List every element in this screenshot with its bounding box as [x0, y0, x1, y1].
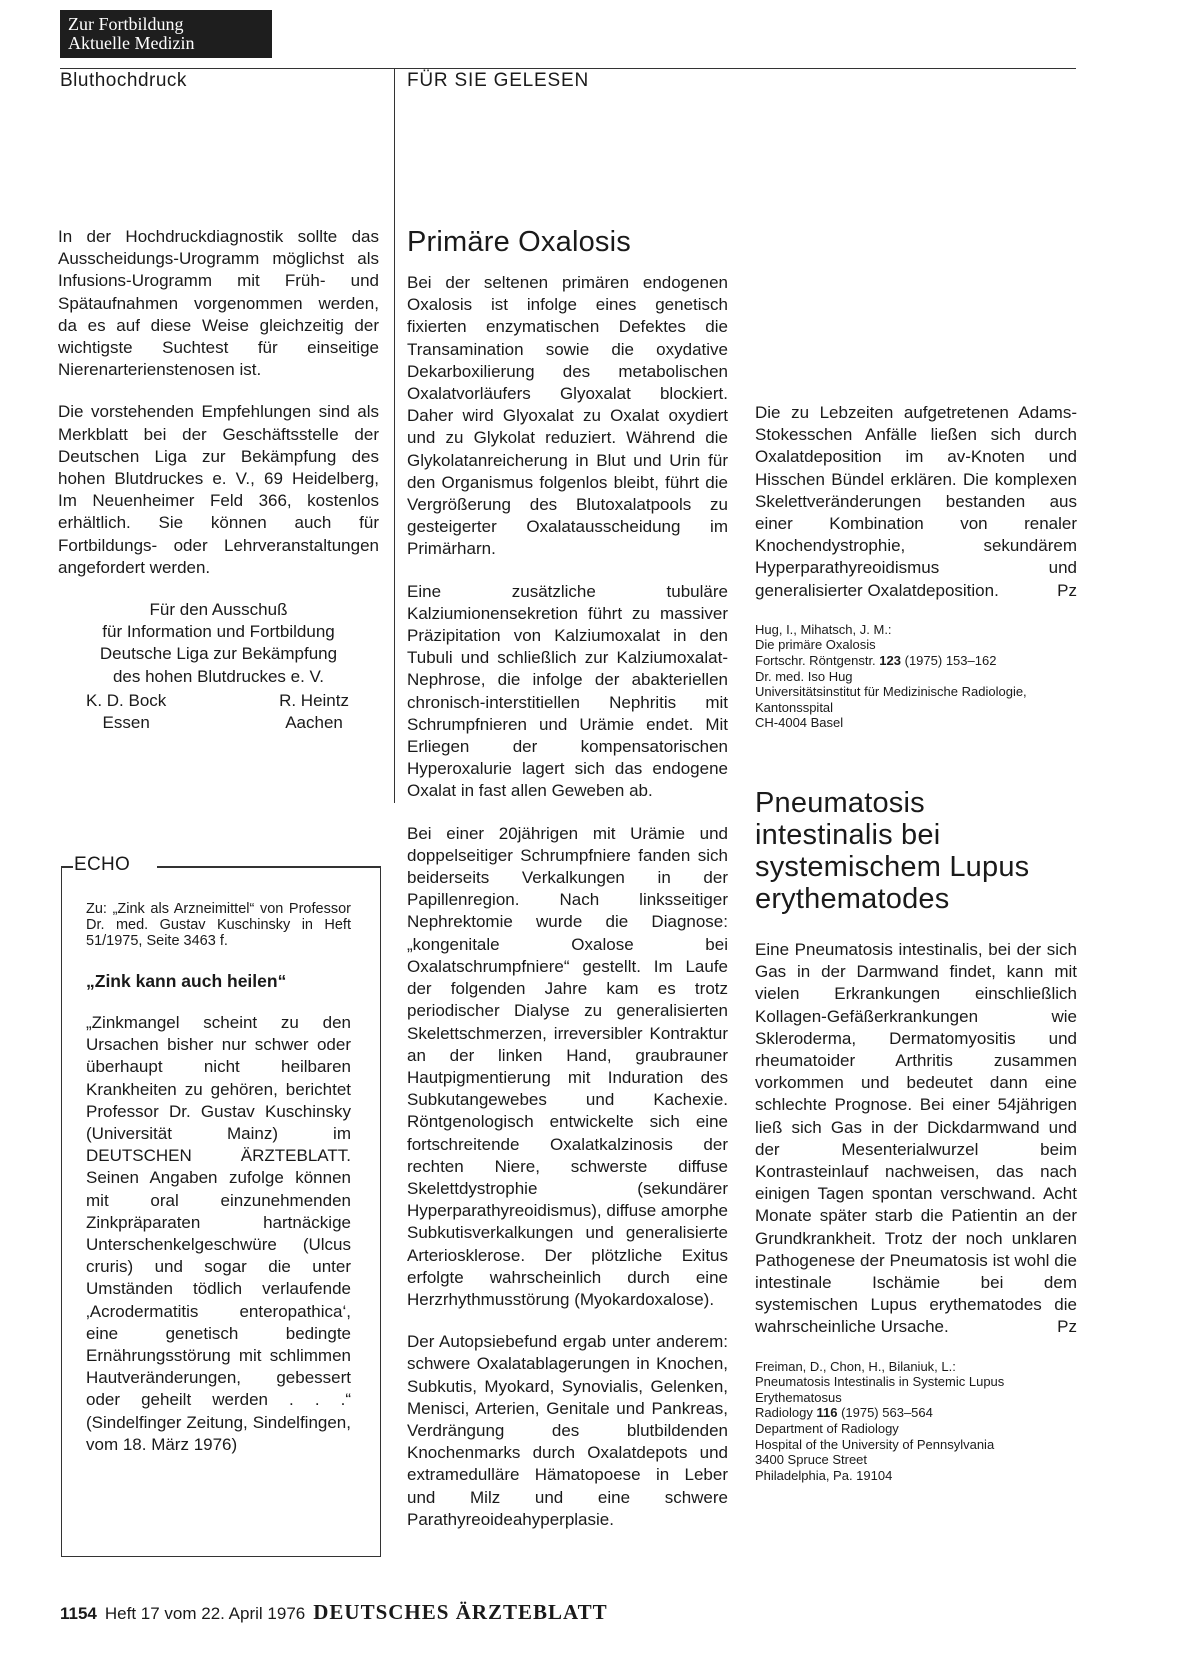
- reference-street: 3400 Spruce Street: [755, 1452, 868, 1468]
- reference-title: Die primäre Oxalosis: [755, 637, 876, 653]
- issue-info: Heft 17 vom 22. April 1976: [104, 1604, 306, 1623]
- committee-line-3: Deutsche Liga zur Bekämpfung: [99, 644, 338, 664]
- reference-contact: Dr. med. Iso Hug: [755, 668, 853, 684]
- section-label-right: FÜR SIE GELESEN: [407, 70, 589, 91]
- pneumatosis-paragraph-1: [755, 939, 1077, 1339]
- echo-box-top-border: [61, 866, 73, 868]
- article-title-oxalosis: Primäre Oxalosis: [407, 226, 631, 258]
- hypertension-paragraph-1: In der Hochdruckdiagnostik sollte das Ausscheidungs-Urogramm möglichst als Infusions-Urogramm mit Früh- und Spätaufnahmen vorgenommen werden, da es auf diese Weise gleichzeitig der wichtigste Suchtest für einseitige Nierenarterienstenosen ist.: [58, 227, 379, 380]
- signature-city: Essen: [102, 713, 150, 733]
- author-initials: Pz: [1057, 1317, 1077, 1337]
- oxalosis-paragraph-3: Bei einer 20jährigen mit Urämie und doppelseitiger Schrumpfniere fanden sich beiderseits Verkalkungen in der Papillenregion. Nach linksseitiger Nephrektomie wurde die Diagnose: „kongenitale Oxalose bei Oxalatschrumpfniere“ gestellt. Im Laufe der folgenden Jahre kam es trotz periodischer Dialyse zu generalisierten Skelettschmerzen, irreversibler Kontraktur an der linken Hand, graubrauner Hautpigmentierung mit Induration des Subkutangewebes und Kachexie. Röntgenologisch entwickelte sich eine fortschreitende Oxalatkalzinosis der rechten Niere, schwerste diffuse Skelettdystrophie (sekundärer Hyperparathyreoidismus), diffuse amorphe Subkutisverkalkungen und generalisierte Arteriosklerose. Der plötzliche Exitus erfolgte wahrscheinlich durch eine Herzrhythmusstörung (Myokardoxalose).: [407, 823, 728, 1309]
- section-banner: [60, 10, 272, 58]
- page-footer: [60, 1600, 608, 1625]
- committee-line-4: des hohen Blutdruckes e. V.: [112, 666, 325, 686]
- signature-heintz: [279, 690, 349, 734]
- reference-title: Pneumatosis Intestinalis in Systemic Lupus Erythematosus: [755, 1374, 1005, 1405]
- banner-line-2: Aktuelle Medizin: [68, 33, 195, 53]
- reference-authors: Hug, I., Mihatsch, J. M.:: [755, 621, 892, 637]
- pneumatosis-reference: [755, 1359, 1077, 1484]
- committee-line-2: für Information und Fortbildung: [102, 622, 335, 642]
- reference-city: CH-4004 Basel: [755, 715, 844, 731]
- echo-box-top-border: [157, 866, 381, 868]
- signature-bock: [86, 690, 166, 734]
- echo-headline: „Zink kann auch heilen“: [86, 971, 287, 991]
- reference-institution: Universitätsinstitut für Medizinische Radiologie, Kantonsspital: [755, 684, 1027, 715]
- oxalosis-paragraph-2: Eine zusätzliche tubuläre Kalziumionensekretion führt zu massiver Präzipitation von Kalziumoxalat in den Tubuli und schließlich zur Kalziumoxalat-Nephrose, die infolge der abakteriellen chronisch-interstitiellen Nephritis mit Schrumpfnieren und Urämie endet. Mit Erliegen der kompensatorischen Hyperoxalurie lagert sich das endogene Oxalat in fast allen Geweben ab.: [407, 581, 728, 801]
- reference-department: Department of Radiology: [755, 1421, 899, 1437]
- signature-city: Aachen: [285, 713, 343, 733]
- signature-name: R. Heintz: [279, 690, 349, 710]
- oxalosis-reference: [755, 622, 1077, 731]
- right-column: [755, 226, 1077, 1483]
- signatures: [58, 690, 379, 734]
- oxalosis-paragraph-5: [755, 402, 1077, 602]
- page-number: 1154: [60, 1604, 97, 1623]
- hypertension-paragraph-2: Die vorstehenden Empfehlungen sind als Merkblatt bei der Geschäftsstelle der Deutschen Liga zur Bekämpfung des hohen Blutdruckes e. V., 69 Heidelberg, Im Neuenheimer Feld 366, kostenlos erhältlich. Sie können auch für Fortbildungs- oder Lehrveranstaltungen angefordert werden.: [58, 402, 379, 577]
- paragraph-text: Eine Pneumatosis intestinalis, bei der sich Gas in der Darmwand findet, kann mit vielen Erkrankungen einschließlich Kollagen-Gefäßerkrankungen wie Skleroderma, Dermatomyositis und rheumatoider Arthritis zusammen vorkommen und bedeutet dann eine schlechte Prognose. Bei einer 54jährigen ließ sich Gas in der Dickdarmwand und der Mesenterialwurzel beim Kontrasteinlauf nachweisen, das nach einigen Tagen spontan verschwand. Acht Monate später starb die Patientin an der Grundkrankheit. Trotz der noch unklaren Pathogenese der Pneumatosis ist wohl die intestinale Ischämie bei dem systemischen Lupus erythematodes die wahrscheinliche Ursache.: [755, 939, 1077, 1337]
- oxalosis-paragraph-1: Bei der seltenen primären endogenen Oxalosis ist infolge eines genetisch fixierten enzymatischen Defektes die Transamination sowie die oxydative Dekarboxilierung des metabolischen Oxalatvorläufers Glyoxalat blockiert. Daher wird Glyoxalat zu Oxalat oxydiert und zu Glykolat reduziert. Während die Glykolatanreicherung in Blut und Urin für den Organismus folgenlos bleibt, führt die Vergrößerung des Blutoxalatpools zu gesteigerter Oxalatausscheidung im Primärharn.: [407, 273, 728, 559]
- paragraph-text: Die zu Lebzeiten aufgetretenen Adams-Stokesschen Anfälle ließen sich durch Oxalatdeposition im av-Knoten und Hisschen Bündel erklären. Die komplexen Skelettveränderungen bestanden aus einer Kombination von renaler Knochendystrophie, sekundärem Hyperparathyreoidismus und generalisierter Oxalatdeposition.: [755, 403, 1077, 600]
- middle-column: [407, 226, 728, 1531]
- article-title-pneumatosis: Pneumatosis intestinalis bei systemischem Lupus erythematodes: [755, 786, 1030, 915]
- echo-content: [86, 901, 351, 1456]
- signature-name: K. D. Bock: [86, 690, 167, 710]
- magazine-name: DEUTSCHES ÄRZTEBLATT: [313, 1600, 608, 1624]
- left-column: [58, 226, 379, 734]
- reference-journal: Fortschr. Röntgenstr. 123 (1975) 153–162: [755, 653, 997, 669]
- header-rule: [60, 68, 1076, 69]
- section-label-left: Bluthochdruck: [60, 70, 187, 91]
- committee-line-1: Für den Ausschuß: [149, 600, 288, 620]
- echo-intro: Zu: „Zink als Arzneimittel“ von Professor Dr. med. Gustav Kuschinsky in Heft 51/1975, Seite 3463 f.: [86, 901, 351, 949]
- reference-authors: Freiman, D., Chon, H., Bilaniuk, L.:: [755, 1358, 956, 1374]
- oxalosis-paragraph-4: Der Autopsiebefund ergab unter anderem: schwere Oxalatablagerungen in Knochen, Subkutis, Myokard, Synovialis, Gelenken, Menisci, Arterien, Genitale und Pankreas, Verdrängung des blutbildenden Knochenmarks durch Oxalatdepots und extramedulläre Hämatopoese in Leber und Milz und eine schwere Parathyreoideahyperplasie.: [407, 1332, 728, 1529]
- echo-label: ECHO: [74, 854, 131, 875]
- column-divider: [394, 68, 395, 803]
- reference-institution: Hospital of the University of Pennsylvania: [755, 1436, 995, 1452]
- author-initials: Pz: [1057, 580, 1077, 600]
- reference-journal: Radiology 116 (1975) 563–564: [755, 1405, 933, 1421]
- echo-quote: „Zinkmangel scheint zu den Ursachen bisher nur schwer oder überhaupt nicht heilbaren Krankheiten zu gehören, berichtet Professor Dr. Gustav Kuschinsky (Universität Mainz) im DEUTSCHEN ÄRZTEBLATT. Seinen Angaben zufolge können mit oral einzunehmenden Zinkpräparaten hartnäckige Unterschenkelgeschwüre (Ulcus cruris) und sogar die unter Umständen tödlich verlaufende ‚Acrodermatitis enteropathica‘, eine genetisch bedingte Ernährungsstörung mit schlimmen Hautveränderungen, gebessert oder geheilt werden . . .“ (Sindelfinger Zeitung, Sindelfingen, vom 18. März 1976): [86, 1013, 351, 1454]
- reference-city: Philadelphia, Pa. 19104: [755, 1467, 893, 1483]
- banner-line-1: Zur Fortbildung: [68, 14, 184, 34]
